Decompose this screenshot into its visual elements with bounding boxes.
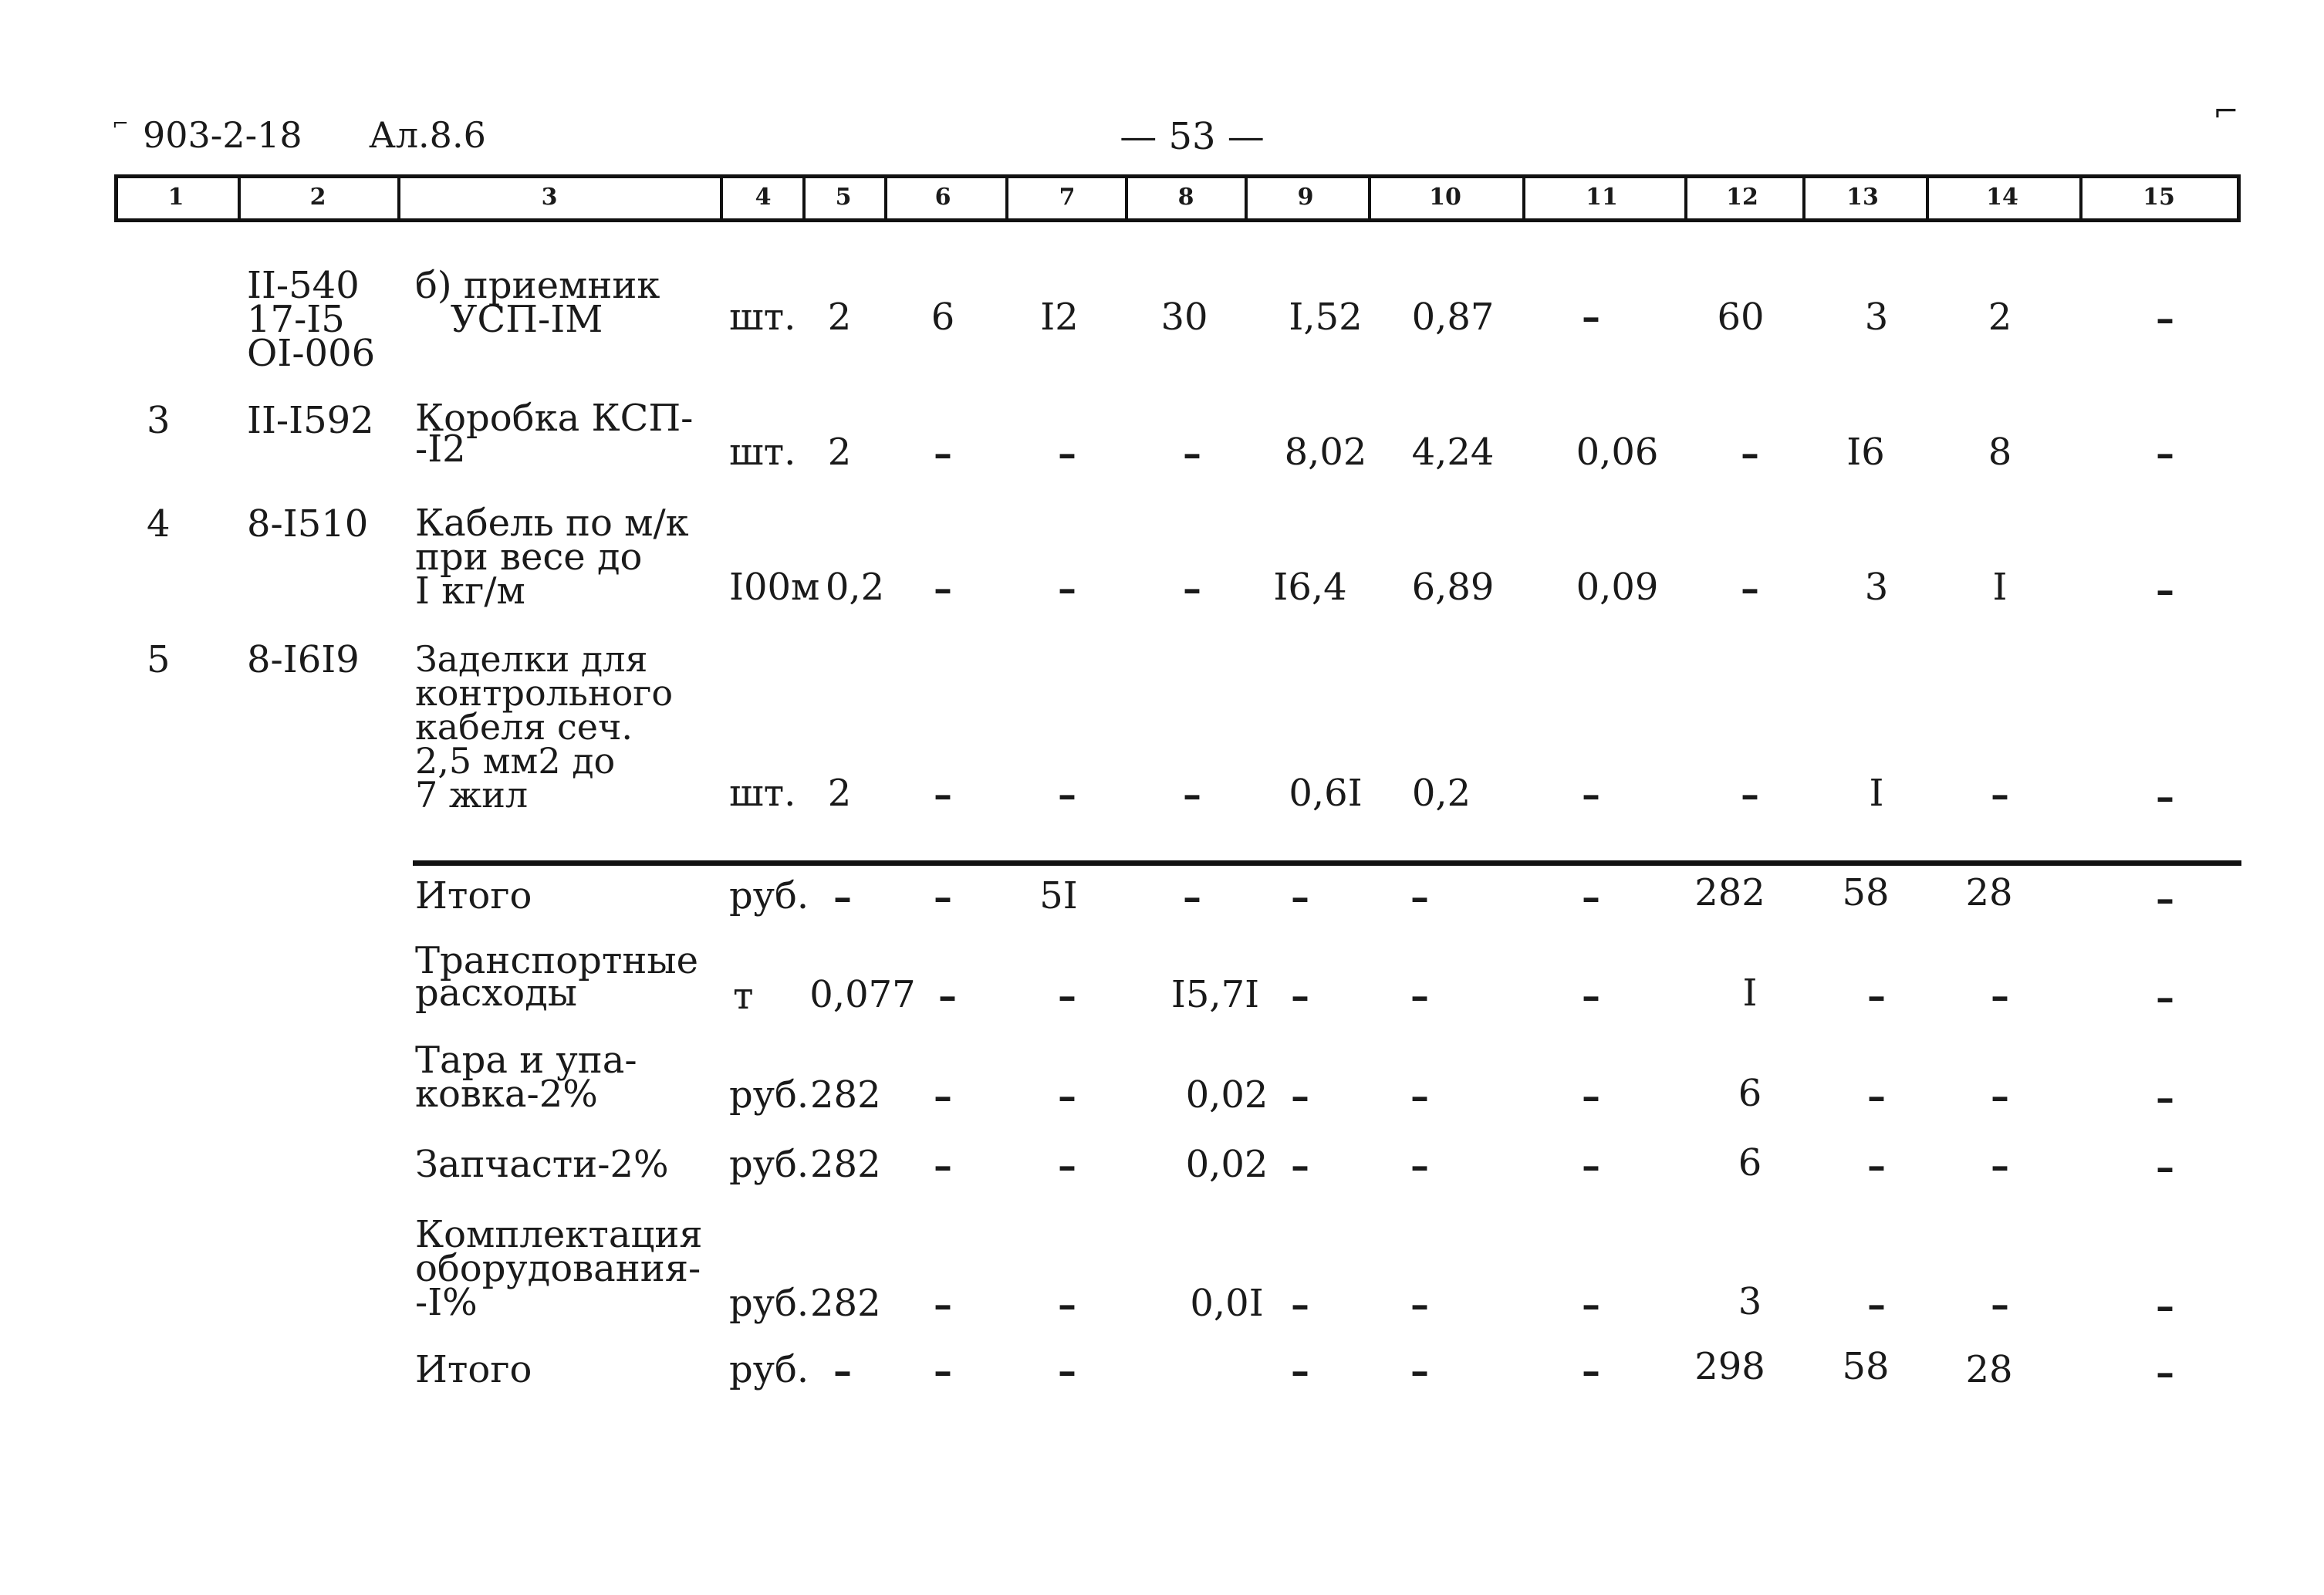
column-header: 14 bbox=[1986, 184, 2018, 211]
cell-unit: руб. bbox=[729, 1348, 809, 1391]
cell-value: – bbox=[2156, 877, 2174, 921]
cell-value: – bbox=[1058, 975, 1076, 1018]
cell-unit: шт. bbox=[729, 772, 796, 815]
cell-value: – bbox=[1991, 1075, 2009, 1118]
cell-value: – bbox=[1058, 1283, 1076, 1326]
cell-value: 58 bbox=[1842, 1345, 1890, 1388]
cell-value: 0,09 bbox=[1576, 566, 1659, 609]
cell-name: б) приемник УСП-IМ bbox=[415, 264, 660, 341]
cell-value: – bbox=[1582, 975, 1600, 1018]
corner-mark-right: ⌐ bbox=[2213, 94, 2239, 130]
cell-name: Кабель по м/к при весе до I кг/м bbox=[415, 502, 689, 613]
cell-value: – bbox=[1183, 876, 1201, 919]
cell-unit: руб. bbox=[729, 1282, 809, 1325]
column-header: 5 bbox=[835, 184, 852, 211]
cell-unit: руб. bbox=[729, 1073, 809, 1117]
cell-value: – bbox=[1058, 1350, 1076, 1393]
cell-value: – bbox=[833, 1350, 852, 1393]
cell-value: – bbox=[938, 975, 957, 1018]
cell-value: – bbox=[1183, 567, 1201, 610]
cell-unit: шт. bbox=[729, 296, 796, 339]
cell-value: – bbox=[2156, 776, 2174, 819]
cell-value: 60 bbox=[1717, 296, 1765, 339]
cell-value: – bbox=[1058, 1144, 1076, 1188]
cell-value: – bbox=[1991, 1144, 2009, 1188]
cell-code: 8-I6I9 bbox=[247, 638, 360, 681]
cell-value: 6,89 bbox=[1411, 566, 1495, 609]
cell-value: I6,4 bbox=[1273, 566, 1347, 609]
cell-value: – bbox=[1410, 1283, 1429, 1326]
cell-value: – bbox=[1183, 773, 1201, 816]
cell-value: – bbox=[1058, 432, 1076, 475]
cell-value: 0,06 bbox=[1576, 431, 1659, 474]
cell-value: – bbox=[1741, 773, 1759, 816]
cell-position: 5 bbox=[147, 638, 171, 681]
cell-value: 0,2 bbox=[1411, 772, 1471, 815]
cell-value: 2 bbox=[827, 772, 852, 815]
page-number: — 53 — bbox=[1120, 115, 1265, 158]
cell-value: – bbox=[934, 1350, 952, 1393]
column-header: 4 bbox=[755, 184, 772, 211]
cell-value: 6 bbox=[1738, 1072, 1762, 1115]
document-code: 903-2-18 bbox=[143, 114, 302, 156]
cell-value: 0,0I bbox=[1190, 1282, 1264, 1325]
column-header: 13 bbox=[1846, 184, 1879, 211]
cell-value: 58 bbox=[1842, 871, 1890, 914]
header-divider bbox=[1368, 174, 1371, 222]
cell-value: – bbox=[1582, 773, 1600, 816]
cell-value: 2 bbox=[1988, 296, 2012, 339]
cell-value: 298 bbox=[1694, 1345, 1765, 1388]
header-divider bbox=[1522, 174, 1525, 222]
album-label: Ал.8.6 bbox=[369, 114, 486, 156]
cell-value: – bbox=[1291, 876, 1309, 919]
cell-name: Итого bbox=[415, 1348, 532, 1391]
cell-value: – bbox=[2156, 976, 2174, 1019]
cell-value: – bbox=[1582, 1283, 1600, 1326]
cell-value: I2 bbox=[1040, 296, 1079, 339]
cell-value: 28 bbox=[1965, 1348, 2013, 1391]
cell-value: – bbox=[1582, 296, 1600, 339]
totals-divider bbox=[413, 860, 2241, 866]
cell-unit: т bbox=[733, 975, 754, 1018]
cell-value: – bbox=[1582, 876, 1600, 919]
column-header: 3 bbox=[541, 184, 558, 211]
cell-position: 3 bbox=[147, 399, 171, 442]
cell-value: – bbox=[1058, 567, 1076, 610]
cell-value: – bbox=[1867, 1144, 1886, 1188]
cell-value: 282 bbox=[810, 1073, 881, 1117]
cell-value: 282 bbox=[1694, 871, 1765, 914]
cell-value: – bbox=[1291, 975, 1309, 1018]
cell-value: 0,6I bbox=[1289, 772, 1363, 815]
cell-value: 3 bbox=[1738, 1280, 1762, 1323]
header-divider bbox=[1684, 174, 1687, 222]
cell-value: I6 bbox=[1846, 431, 1885, 474]
cell-value: – bbox=[1058, 1075, 1076, 1118]
cell-value: – bbox=[1582, 1144, 1600, 1188]
cell-value: – bbox=[1410, 1075, 1429, 1118]
cell-value: – bbox=[1410, 1144, 1429, 1188]
cell-value: 6 bbox=[1738, 1141, 1762, 1184]
cell-name: Тара и упа- ковка-2% bbox=[415, 1039, 637, 1116]
cell-name: Транспортные расходы bbox=[415, 939, 699, 1015]
cell-value: 8,02 bbox=[1284, 431, 1367, 474]
cell-unit: руб. bbox=[729, 1143, 809, 1186]
cell-value: 0,02 bbox=[1185, 1143, 1268, 1186]
cell-value: – bbox=[1291, 1283, 1309, 1326]
cell-value: – bbox=[2156, 297, 2174, 340]
cell-value: – bbox=[1867, 1075, 1886, 1118]
cell-value: – bbox=[1410, 876, 1429, 919]
cell-value: 282 bbox=[810, 1143, 881, 1186]
cell-value: – bbox=[1291, 1350, 1309, 1393]
cell-value: – bbox=[934, 1283, 952, 1326]
cell-unit: шт. bbox=[729, 431, 796, 474]
cell-value: – bbox=[2156, 1076, 2174, 1120]
column-header: 2 bbox=[309, 184, 326, 211]
cell-value: – bbox=[1867, 975, 1886, 1018]
cell-code: 8-I510 bbox=[247, 502, 369, 546]
cell-value: I bbox=[1742, 972, 1758, 1015]
column-header: 15 bbox=[2143, 184, 2175, 211]
column-header: 10 bbox=[1429, 184, 1461, 211]
cell-value: – bbox=[2156, 1351, 2174, 1394]
header-divider bbox=[884, 174, 887, 222]
cell-value: I,52 bbox=[1289, 296, 1363, 339]
cell-value: – bbox=[1410, 975, 1429, 1018]
cell-value: – bbox=[1291, 1075, 1309, 1118]
header-divider bbox=[2079, 174, 2082, 222]
header-divider bbox=[1245, 174, 1248, 222]
cell-value: – bbox=[1741, 567, 1759, 610]
cell-value: – bbox=[1058, 773, 1076, 816]
cell-name: Коробка КСП- -I2 bbox=[415, 397, 694, 471]
cell-value: 0,077 bbox=[809, 973, 916, 1016]
cell-value: 2 bbox=[827, 431, 852, 474]
cell-value: – bbox=[1867, 1283, 1886, 1326]
cell-value: 0,2 bbox=[825, 566, 885, 609]
cell-code: II-I592 bbox=[247, 399, 374, 442]
cell-value: 30 bbox=[1160, 296, 1208, 339]
cell-value: 282 bbox=[810, 1282, 881, 1325]
cell-value: – bbox=[2156, 1285, 2174, 1328]
cell-value: – bbox=[2156, 569, 2174, 612]
cell-value: – bbox=[1991, 773, 2009, 816]
cell-value: 3 bbox=[1864, 566, 1889, 609]
cell-value: 0,02 bbox=[1185, 1073, 1268, 1117]
header-divider bbox=[720, 174, 723, 222]
column-header: 11 bbox=[1586, 184, 1618, 211]
header-divider bbox=[802, 174, 806, 222]
cell-value: – bbox=[1183, 432, 1201, 475]
column-header: 12 bbox=[1726, 184, 1758, 211]
cell-value: – bbox=[1291, 1144, 1309, 1188]
cell-value: 2 bbox=[827, 296, 852, 339]
cell-code: II-540 17-I5 OI-006 bbox=[247, 264, 376, 375]
cell-unit: I00м bbox=[729, 566, 820, 609]
cell-value: I5,7I bbox=[1170, 973, 1260, 1016]
cell-name: Итого bbox=[415, 874, 532, 917]
cell-name: Запчасти-2% bbox=[415, 1143, 669, 1186]
cell-value: – bbox=[934, 567, 952, 610]
cell-value: – bbox=[934, 432, 952, 475]
cell-value: – bbox=[934, 773, 952, 816]
cell-value: – bbox=[934, 1075, 952, 1118]
cell-name: Комплектация оборудования- -I% bbox=[415, 1213, 703, 1324]
header-divider bbox=[1125, 174, 1128, 222]
header-divider bbox=[1802, 174, 1805, 222]
cell-value: – bbox=[934, 876, 952, 919]
cell-value: 28 bbox=[1965, 871, 2013, 914]
cell-value: 8 bbox=[1988, 431, 2012, 474]
cell-value: 4,24 bbox=[1411, 431, 1495, 474]
cell-name: Заделки для контрольного кабеля сеч. 2,5 мм2 до 7 жил bbox=[415, 638, 674, 816]
corner-mark: ⌐ bbox=[112, 113, 129, 136]
cell-position: 4 bbox=[147, 502, 171, 546]
cell-value: 6 bbox=[931, 296, 955, 339]
header-divider bbox=[238, 174, 241, 222]
header-divider bbox=[1926, 174, 1929, 222]
column-header: 1 bbox=[167, 184, 184, 211]
header-divider bbox=[1005, 174, 1008, 222]
cell-value: – bbox=[1410, 1350, 1429, 1393]
cell-value: – bbox=[1991, 1283, 2009, 1326]
cell-value: – bbox=[1582, 1350, 1600, 1393]
cell-unit: руб. bbox=[729, 874, 809, 917]
cell-value: 5I bbox=[1039, 874, 1078, 917]
cell-value: 3 bbox=[1864, 296, 1889, 339]
cell-value: – bbox=[1741, 432, 1759, 475]
cell-value: I bbox=[1869, 772, 1884, 815]
column-header: 8 bbox=[1177, 184, 1194, 211]
column-header: 7 bbox=[1059, 184, 1076, 211]
column-header: 9 bbox=[1297, 184, 1314, 211]
cell-value: 0,87 bbox=[1411, 296, 1495, 339]
cell-value: – bbox=[833, 876, 852, 919]
cell-value: – bbox=[1991, 975, 2009, 1018]
cell-value: – bbox=[934, 1144, 952, 1188]
cell-value: – bbox=[2156, 1146, 2174, 1189]
cell-value: – bbox=[1582, 1075, 1600, 1118]
cell-value: – bbox=[2156, 432, 2174, 475]
header-divider bbox=[397, 174, 400, 222]
column-header: 6 bbox=[934, 184, 951, 211]
cell-value: I bbox=[1992, 566, 2008, 609]
